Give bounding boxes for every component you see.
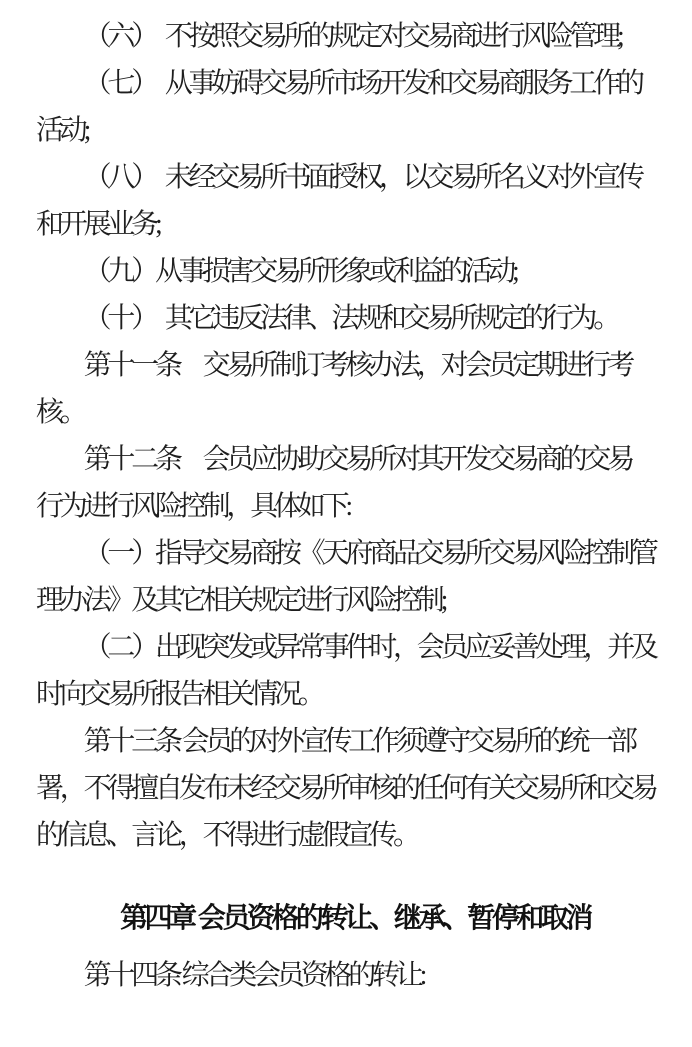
doc-line: （十） 其它违反法律、法规和交易所规定的行为。 (83, 303, 617, 334)
doc-line: 核。 (36, 397, 84, 428)
doc-line: （九）从事损害交易所形象或利益的活动; (83, 256, 516, 287)
doc-line: （八） 未经交易所书面授权，以交易所名义对外宣传 (83, 162, 641, 193)
doc-line: 和开展业务; (36, 209, 159, 240)
doc-line: 署，不得擅自发布未经交易所审核的任何有关交易所和交易 (36, 773, 655, 804)
doc-line: 第十二条 会员应协助交易所对其开发交易商的交易 (83, 444, 631, 475)
doc-line: （二）出现突发或异常事件时，会员应妥善处理，并及 (83, 632, 655, 663)
article-14-line: 第十四条 综合类会员资格的转让: (83, 960, 424, 991)
doc-line: （七） 从事妨碍交易所市场开发和交易商服务工作的 (83, 68, 641, 99)
doc-line: 第十三条 会员的对外宣传工作须遵守交易所的统一部 (83, 726, 634, 757)
doc-line: （一）指导交易商按《天府商品交易所交易风险控制管 (83, 538, 655, 569)
doc-line: 时向交易所报告相关情况。 (36, 679, 322, 710)
doc-line: 第十一条 交易所制订考核办法，对会员定期进行考 (83, 350, 631, 381)
chapter-heading: 第四章 会员资格的转让、继承、暂停和取消 (120, 902, 590, 933)
doc-line: （六） 不按照交易所的规定对交易商进行风险管理; (83, 21, 621, 52)
doc-line: 活动; (36, 115, 88, 146)
doc-line: 理办法》及其它相关规定进行风险控制; (36, 585, 445, 616)
doc-line: 行为进行风险控制，具体如下: (36, 491, 349, 522)
doc-line: 的信息、言论，不得进行虚假宣传。 (36, 820, 417, 851)
